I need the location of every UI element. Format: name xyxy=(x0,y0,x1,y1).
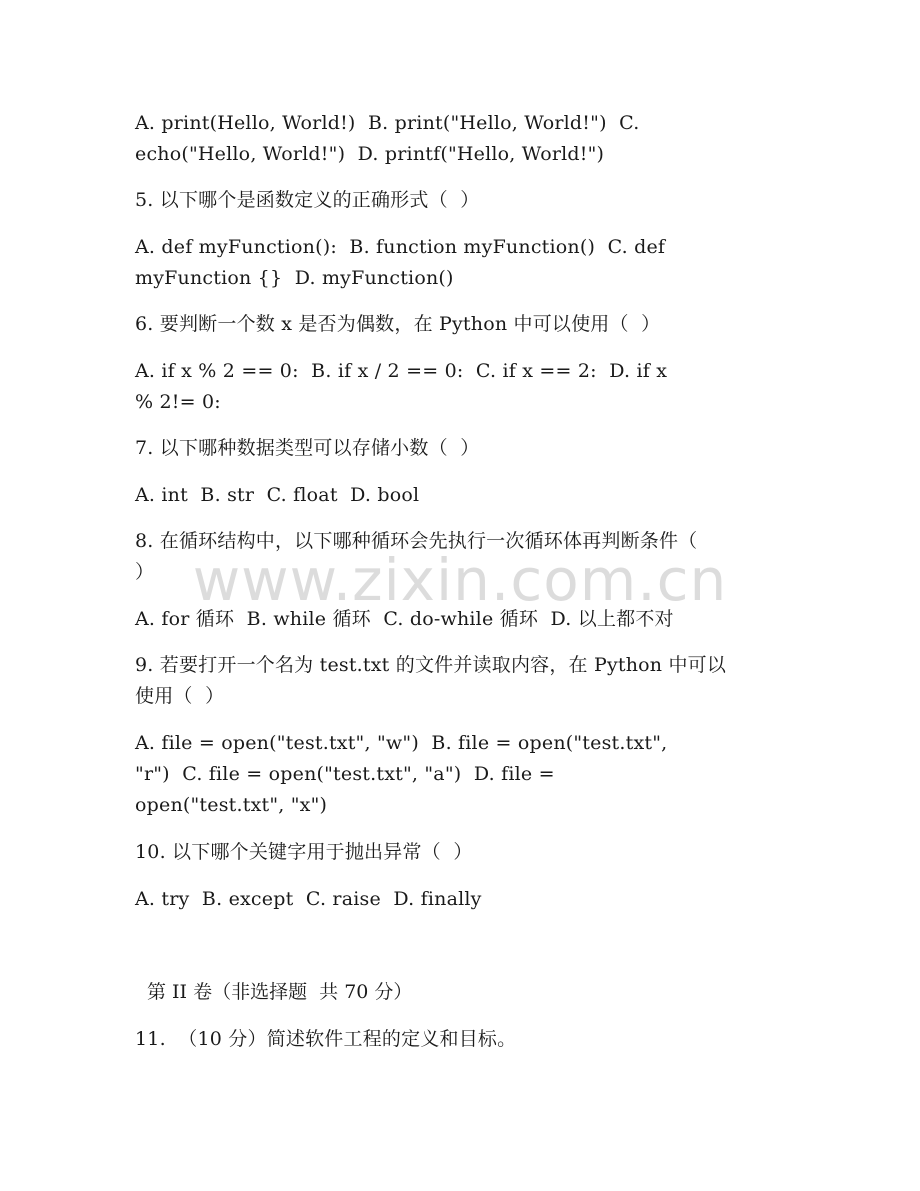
q7-options: A. int B. str C. float D. bool xyxy=(135,484,420,506)
question-9-line-1: 9. 若要打开一个名为 test.txt 的文件并读取内容，在 Python 中可以 xyxy=(135,654,727,676)
q6-options-line-1: A. if x % 2 == 0: B. if x / 2 == 0: C. if x == 2: D. if x xyxy=(135,360,668,382)
q9-options-line-1: A. file = open("test.txt", "w") B. file = open("test.txt", xyxy=(135,732,668,754)
q5-options-line-1: A. def myFunction(): B. function myFunction() C. def xyxy=(135,236,666,258)
q4-options-line-1: A. print(Hello, World!) B. print("Hello, World!") C. xyxy=(135,112,640,134)
question-11: 11. （10 分）简述软件工程的定义和目标。 xyxy=(135,1028,517,1050)
question-9-line-2: 使用（ ） xyxy=(135,685,225,707)
q6-options-line-2: % 2!= 0: xyxy=(135,391,221,413)
q8-options: A. for 循环 B. while 循环 C. do-while 循环 D. 以上都不对 xyxy=(135,608,674,630)
question-8-line-2: ） xyxy=(135,561,155,583)
question-6: 6. 要判断一个数 x 是否为偶数，在 Python 中可以使用（ ） xyxy=(135,313,661,335)
watermark: www.zixin.com.cn xyxy=(192,546,728,614)
question-10: 10. 以下哪个关键字用于抛出异常（ ） xyxy=(135,841,473,863)
question-5: 5. 以下哪个是函数定义的正确形式（ ） xyxy=(135,189,480,211)
section-title: 第 II 卷（非选择题 共 70 分） xyxy=(147,981,413,1003)
q5-options-line-2: myFunction {} D. myFunction() xyxy=(135,267,454,289)
q9-options-line-2: "r") C. file = open("test.txt", "a") D. file = xyxy=(135,763,555,785)
q9-options-line-3: open("test.txt", "x") xyxy=(135,794,328,816)
question-7: 7. 以下哪种数据类型可以存储小数（ ） xyxy=(135,437,480,459)
q4-options-line-2: echo("Hello, World!") D. printf("Hello, World!") xyxy=(135,143,605,165)
q10-options: A. try B. except C. raise D. finally xyxy=(135,888,482,910)
question-8-line-1: 8. 在循环结构中，以下哪种循环会先执行一次循环体再判断条件（ xyxy=(135,530,698,552)
